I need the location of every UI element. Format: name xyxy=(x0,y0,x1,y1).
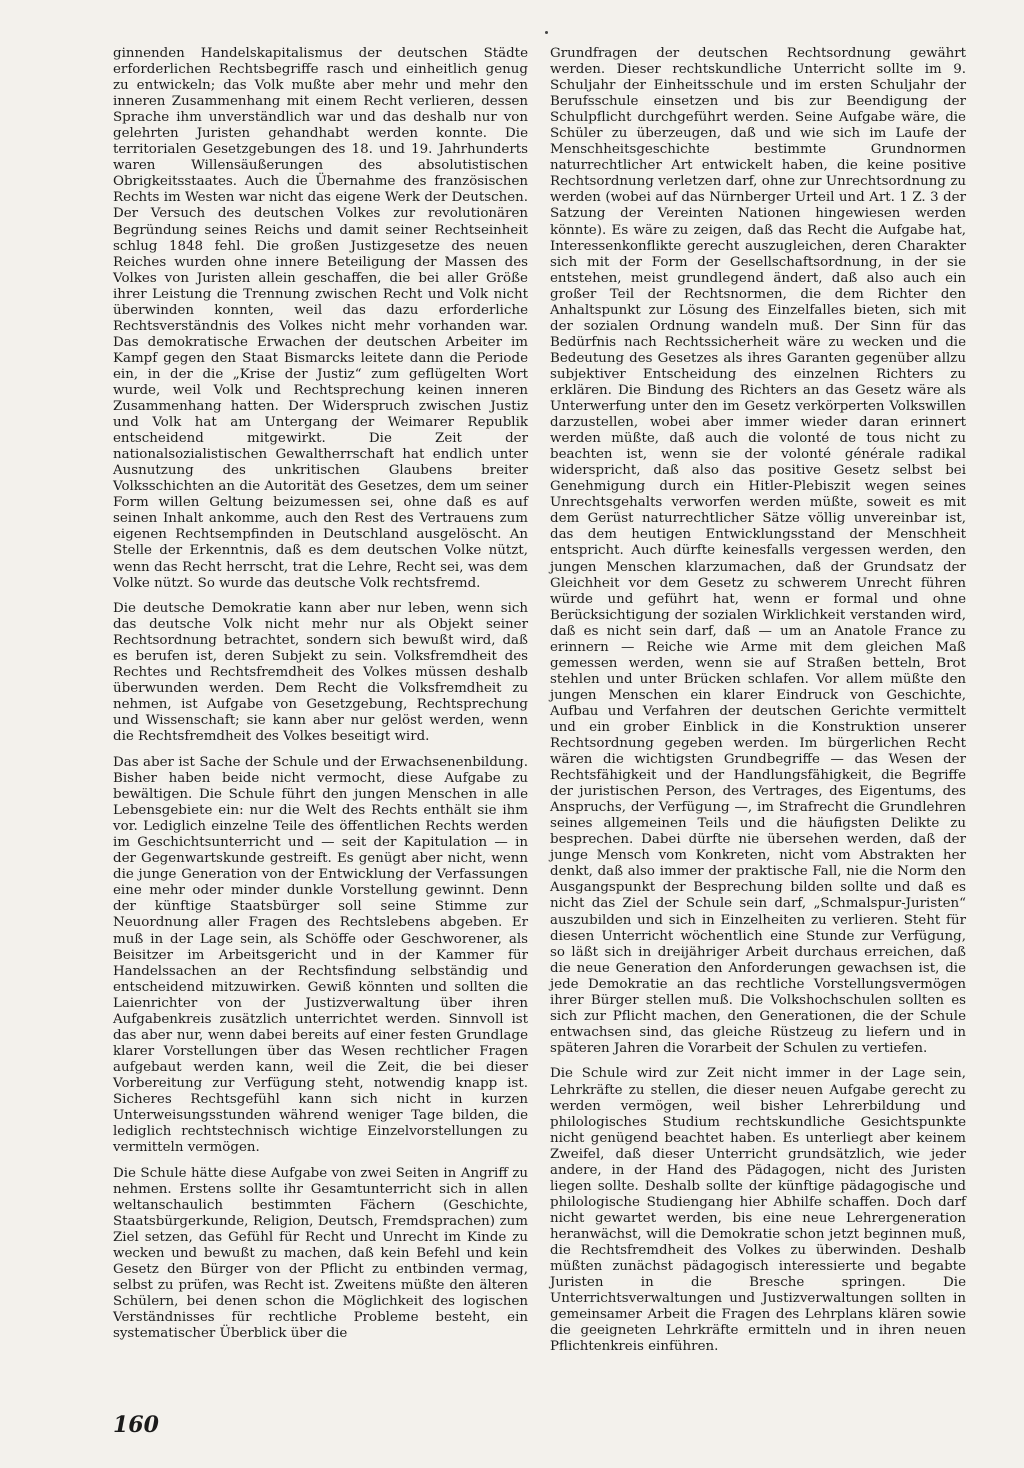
paragraph: Das aber ist Sache der Schule und der Erwachsenenbildung. Bisher haben beide nicht vermocht, diese Aufgabe zu bewältigen. Die Schule führt den jungen Menschen in alle Lebensgebiete ein: nur die Welt des Rechts enthält sie ihm vor. Lediglich einzelne Teile des öffentlichen Rechts werden im Geschichtsunterricht und — seit der Kapitulation — in der Gegenwartskunde gestreift. Es genügt aber nicht, wenn die junge Generation von der Entwicklung der Verfassungen eine mehr oder minder dunkle Vorstellung gewinnt. Denn der künftige Staatsbürger soll seine Stimme zur Neuordnung aller Fragen des Rechtslebens abgeben. Er muß in der Lage sein, als Schöffe oder Geschworener, als Beisitzer im Arbeitsgericht und in der Kammer für Handelssachen an der Rechtsfindung selbständig und entscheidend mitzuwirken. Gewiß könnten und sollten die Laienrichter von der Justizverwaltung über ihren Aufgabenkreis zusätzlich unterrichtet werden. Sinnvoll ist das aber nur, wenn dabei bereits auf einer festen Grundlage klarer Vorstellungen über das Wesen rechtlicher Fragen aufgebaut werden kann, weil die Zeit, die bei dieser Vorbereitung zur Verfügung steht, notwendig knapp ist. Sicheres Rechtsgefühl kann sich nicht in kurzen Unterweisungsstunden während weniger Tage bilden, die lediglich rechtstechnisch wichtige Einzelvorstellungen zu vermitteln vermögen. xyxy=(113,755,528,1156)
page-number: 160 xyxy=(113,1412,159,1438)
paragraph: Die Schule wird zur Zeit nicht immer in der Lage sein, Lehrkräfte zu stellen, die dieser neuen Aufgabe gerecht zu werden vermögen, weil bisher Lehrerbildung und philologisches Studium rechtskundliche Gesichtspunkte nicht genügend beachtet haben. Es unterliegt aber keinem Zweifel, daß dieser Unterricht grundsätzlich, wie jeder andere, in der Hand des Pädagogen, nicht des Juristen liegen sollte. Deshalb sollte der künftige pädagogische und philologische Studiengang hier Abhilfe schaffen. Doch darf nicht gewartet werden, bis eine neue Lehrergeneration heranwächst, will die Demokratie schon jetzt beginnen muß, die Rechtsfremdheit des Volkes zu überwinden. Deshalb müßten zunächst pädagogisch interessierte und begabte Juristen in die Bresche springen. Die Unterrichtsverwaltungen und Justizverwaltungen sollten in gemeinsamer Arbeit die Fragen des Lehrplans klären sowie die geeigneten Lehrkräfte ermitteln und in ihren neuen Pflichtenkreis einführen. xyxy=(550,1066,966,1355)
paragraph: Die deutsche Demokratie kann aber nur leben, wenn sich das deutsche Volk nicht mehr nur als Objekt seiner Rechtsordnung betrachtet, sondern sich bewußt wird, daß es berufen ist, deren Subjekt zu sein. Volksfremdheit des Rechtes und Rechtsfremdheit des Volkes müssen deshalb überwunden werden. Dem Recht die Volksfremdheit zu nehmen, ist Aufgabe von Gesetzgebung, Rechtsprechung und Wissenschaft; sie kann aber nur gelöst werden, wenn die Rechtsfremdheit des Volkes beseitigt wird. xyxy=(113,601,528,745)
paragraph: Grundfragen der deutschen Rechtsordnung gewährt werden. Dieser rechtskundliche Unterricht sollte im 9. Schuljahr der Einheitsschule und im ersten Schuljahr der Berufsschule einsetzen und bis zur Beendigung der Schulpflicht durchgeführt werden. Seine Aufgabe wäre, die Schüler zu überzeugen, daß und wie sich im Laufe der Menschheitsgeschichte bestimmte Grundnormen naturrechtlicher Art entwickelt haben, die keine positive Rechtsordnung verletzen darf, ohne zur Unrechtsordnung zu werden (wobei auf das Nürnberger Urteil und Art. 1 Z. 3 der Satzung der Vereinten Nationen hingewiesen werden könnte). Es wäre zu zeigen, daß das Recht die Aufgabe hat, Interessenkonflikte gerecht auszugleichen, deren Charakter sich mit der Form der Gesellschaftsordnung, in der sie entstehen, meist grundlegend ändert, daß also auch ein großer Teil der Rechtsnormen, die dem Richter den Anhaltspunkt zur Lösung des Einzelfalles bieten, sich mit der sozialen Ordnung wandeln muß. Der Sinn für das Bedürfnis nach Rechtssicherheit wäre zu wecken und die Bedeutung des Gesetzes als ihres Garanten gegenüber allzu subjektiver Entscheidung des einzelnen Richters zu erklären. Die Bindung des Richters an das Gesetz wäre als Unterwerfung unter den im Gesetz verkörperten Volkswillen darzustellen, wobei aber immer wieder daran erinnert werden müßte, daß auch die volonté de tous nicht zu beachten ist, wenn sie der volonté générale radikal widerspricht, daß also das positive Gesetz selbst bei Genehmigung durch ein Hitler-Plebiszit wegen seines Unrechtsgehalts verworfen werden müßte, soweit es mit dem Gerüst naturrechtlicher Sätze völlig unvereinbar ist, das dem heutigen Entwicklungsstand der Menschheit entspricht. Auch dürfte keinesfalls vergessen werden, den jungen Menschen klarzumachen, daß der Grundsatz der Gleichheit vor dem Gesetz zu schwerem Unrecht führen würde und geführt hat, wenn er formal und ohne Berücksichtigung der sozialen Wirklichkeit verstanden wird, daß es nicht sein darf, daß — um an Anatole France zu erinnern — Reiche wie Arme mit dem gleichen Maß gemessen werden, wenn sie auf Straßen betteln, Brot stehlen und unter Brücken schlafen. Vor allem müßte den jungen Menschen ein klarer Eindruck von Geschichte, Aufbau und Verfahren der deutschen Gerichte vermittelt und ein grober Einblick in die Konstruktion unserer Rechtsordnung gegeben werden. Im bürgerlichen Recht wären die wichtigsten Grundbegriffe — das Wesen der Rechtsfähigkeit und der Handlungsfähigkeit, die Begriffe der juristischen Person, des Vertrages, des Eigentums, des Anspruchs, der Verfügung —, im Strafrecht die Grundlehren seines allgemeinen Teils und die häufigsten Delikte zu besprechen. Dabei dürfte nie übersehen werden, daß der junge Mensch vom Konkreten, nicht vom Abstrakten her denkt, daß also immer der praktische Fall, nie die Norm den Ausgangspunkt der Besprechung bilden sollte und daß es nicht das Ziel der Schule sein darf, „Schmalspur-Juristen“ auszubilden und sich in Einzelheiten zu verlieren. Steht für diesen Unterricht wöchentlich eine Stunde zur Verfügung, so läßt sich in dreijähriger Arbeit durchaus erreichen, daß die neue Generation den Anforderungen gewachsen ist, die jede Demokratie an das rechtliche Vorstellungsvermögen ihrer Bürger stellen muß. Die Volkshochschulen sollten es sich zur Pflicht machen, den Generationen, die der Schule entwachsen sind, das gleiche Rüstzeug zu liefern und in späteren Jahren die Vorarbeit der Schulen zu vertiefen. xyxy=(550,46,966,1056)
paragraph: Die Schule hätte diese Aufgabe von zwei Seiten in Angriff zu nehmen. Erstens sollte ihr Gesamtunterricht sich in allen weltanschaulich bestimmten Fächern (Geschichte, Staatsbürgerkunde, Religion, Deutsch, Fremdsprachen) zum Ziel setzen, das Gefühl für Recht und Unrecht im Kinde zu wecken und bewußt zu machen, daß kein Befehl und kein Gesetz den Bürger von der Pflicht zu entbinden vermag, selbst zu prüfen, was Recht ist. Zweitens müßte den älteren Schülern, bei denen schon die Möglichkeit des logischen Verständnisses für rechtliche Probleme besteht, ein systematischer Überblick über die xyxy=(113,1165,528,1342)
print-speck xyxy=(545,31,548,34)
paragraph: ginnenden Handelskapitalismus der deutschen Städte erforderlichen Rechtsbegriffe rasch und einheitlich genug zu entwickeln; das Volk mußte aber mehr und mehr den inneren Zusammenhang mit einem Recht verlieren, dessen Sprache ihm unverständlich war und das deshalb nur von gelehrten Juristen gehandhabt werden konnte. Die territorialen Gesetzgebungen des 18. und 19. Jahrhunderts waren Willensäußerungen des absolutistischen Obrigkeitsstaates. Auch die Übernahme des französischen Rechts im Westen war nicht das eigene Werk der Deutschen. Der Versuch des deutschen Volkes zur revolutionären Begründung seines Reichs und damit seiner Rechtseinheit schlug 1848 fehl. Die großen Justizgesetze des neuen Reiches wurden ohne innere Beteiligung der Massen des Volkes von Juristen allein geschaffen, die bei aller Größe ihrer Leistung die Trennung zwischen Recht und Volk nicht überwinden konnten, weil das dazu erforderliche Rechtsverständnis des Volkes nicht mehr vorhanden war. Das demokratische Erwachen der deutschen Arbeiter im Kampf gegen den Staat Bismarcks leitete dann die Periode ein, in der die „Krise der Justiz“ zum geflügelten Wort wurde, weil Volk und Rechtsprechung keinen inneren Zusammenhang hatten. Der Widerspruch zwischen Justiz und Volk hat am Untergang der Weimarer Republik entscheidend mitgewirkt. Die Zeit der nationalsozialistischen Gewaltherrschaft hat endlich unter Ausnutzung des unkritischen Glaubens breiter Volksschichten an die Autorität des Gesetzes, dem um seiner Form willen Geltung beizumessen sei, ohne daß es auf seinen Inhalt ankomme, auch den Rest des Vertrauens zum eigenen Rechtsempfinden in Deutschland ausgelöscht. An Stelle der Erkenntnis, daß es dem deutschen Volke nützt, wenn das Recht herrscht, trat die Lehre, Recht sei, was dem Volke nützt. So wurde das deutsche Volk rechtsfremd. xyxy=(113,46,528,591)
right-column xyxy=(550,46,966,1365)
left-column xyxy=(113,46,528,1352)
